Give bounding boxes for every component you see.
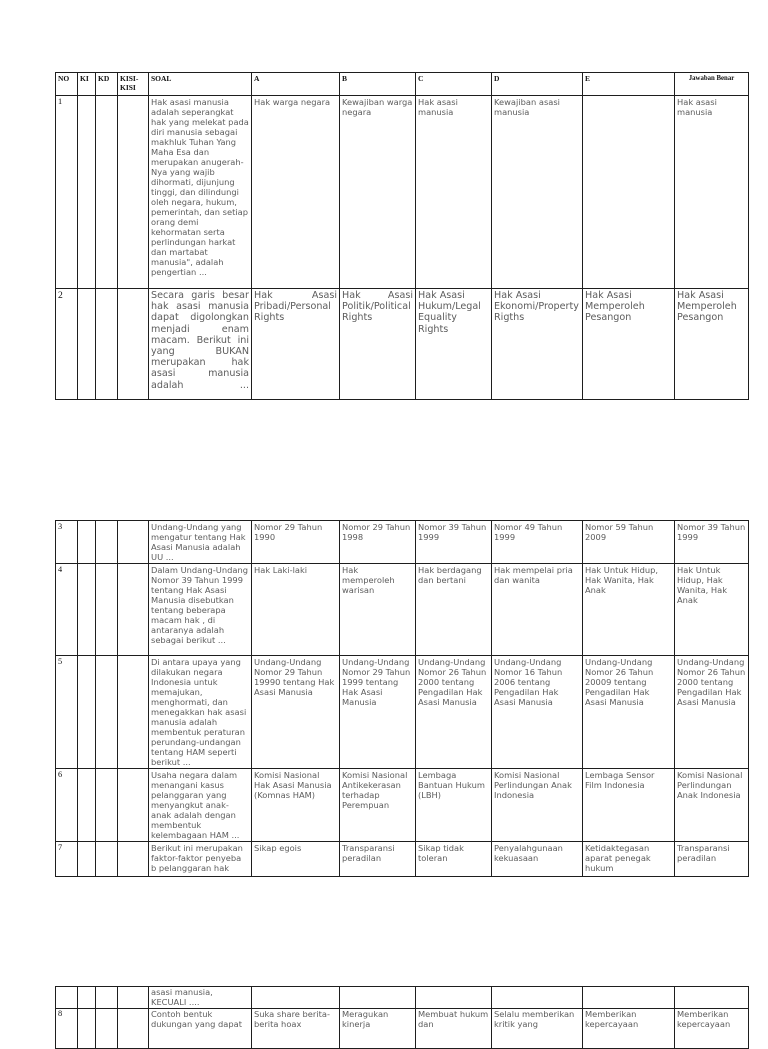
option-b: Meragukan kinerja bbox=[340, 1009, 416, 1049]
correct-answer: Komisi Nasional Perlindungan Anak Indonesia bbox=[675, 769, 749, 842]
question-number: 6 bbox=[56, 769, 78, 842]
option-c: Lembaga Bantuan Hukum (LBH) bbox=[416, 769, 492, 842]
question-number: 3 bbox=[56, 521, 78, 564]
kisi-cell bbox=[118, 289, 149, 400]
question-row-8 bbox=[56, 1009, 749, 1049]
option-e: Memberikan kepercayaan bbox=[583, 1009, 675, 1049]
header-option-d: D bbox=[492, 73, 583, 96]
ki-cell bbox=[78, 1009, 96, 1049]
option-c: Hak Asasi Hukum/Legal Equality Rights bbox=[416, 289, 492, 400]
ki-cell bbox=[78, 842, 96, 877]
question-text: Undang-Undang yang mengatur tentang Hak Asasi Manusia adalah UU ... bbox=[149, 521, 252, 564]
option-d: Undang-Undang Nomor 16 Tahun 2006 tentang Pengadilan Hak Asasi Manusia bbox=[492, 656, 583, 769]
ki-cell bbox=[78, 987, 96, 1009]
option-c: Hak asasi manusia bbox=[416, 96, 492, 289]
option-d: Komisi Nasional Perlindungan Anak Indonesia bbox=[492, 769, 583, 842]
question-text: Dalam Undang-Undang Nomor 39 Tahun 1999 tentang Hak Asasi Manusia disebutkan tentang beberapa macam hak , di antaranya adalah sebagai berikut ... bbox=[149, 564, 252, 656]
ki-cell bbox=[78, 521, 96, 564]
question-row-6 bbox=[56, 769, 749, 842]
ki-cell bbox=[78, 656, 96, 769]
correct-answer bbox=[675, 987, 749, 1009]
correct-answer: Undang-Undang Nomor 26 Tahun 2000 tentang Pengadilan Hak Asasi Manusia bbox=[675, 656, 749, 769]
option-a: Hak Asasi Pribadi/Personal Rights bbox=[252, 289, 340, 400]
option-e: Ketidaktegasan aparat penegak hukum bbox=[583, 842, 675, 877]
kd-cell bbox=[96, 987, 118, 1009]
kisi-cell bbox=[118, 1009, 149, 1049]
question-number: 5 bbox=[56, 656, 78, 769]
question-row-2 bbox=[56, 289, 749, 400]
question-text: Usaha negara dalam menangani kasus pelanggaran yang menyangkut anak-anak adalah dengan membentuk kelembagaan HAM ... bbox=[149, 769, 252, 842]
header-ki: KI bbox=[78, 73, 96, 96]
option-d: Hak mempelai pria dan wanita bbox=[492, 564, 583, 656]
option-c: Nomor 39 Tahun 1999 bbox=[416, 521, 492, 564]
question-text: Berikut ini merupakan faktor-faktor penyeba b pelanggaran hak bbox=[149, 842, 252, 877]
kd-cell bbox=[96, 564, 118, 656]
question-row-7 bbox=[56, 842, 749, 877]
option-c: Hak berdagang dan bertani bbox=[416, 564, 492, 656]
question-number bbox=[56, 987, 78, 1009]
option-b: Komisi Nasional Antikekerasan terhadap Perempuan bbox=[340, 769, 416, 842]
header-option-a: A bbox=[252, 73, 340, 96]
option-e bbox=[583, 987, 675, 1009]
option-a: Nomor 29 Tahun 1990 bbox=[252, 521, 340, 564]
ki-cell bbox=[78, 564, 96, 656]
option-c: Undang-Undang Nomor 26 Tahun 2000 tentang Pengadilan Hak Asasi Manusia bbox=[416, 656, 492, 769]
option-a bbox=[252, 987, 340, 1009]
kisi-cell bbox=[118, 842, 149, 877]
option-b: Hak Asasi Politik/Political Rights bbox=[340, 289, 416, 400]
questions-table-2 bbox=[55, 520, 749, 877]
question-number: 7 bbox=[56, 842, 78, 877]
question-text: Secara garis besar hak asasi manusia dapat digolongkan menjadi enam macam. Berikut ini yang BUKAN merupakan hak asasi manusia adalah ... bbox=[149, 289, 252, 400]
question-row-3 bbox=[56, 521, 749, 564]
ki-cell bbox=[78, 96, 96, 289]
question-text: Hak asasi manusia adalah seperangkat hak yang melekat pada diri manusia sebagai makhluk Tuhan Yang Maha Esa dan merupakan anugerah-Nya yang wajib dihormati, dijunjung tinggi, dan dilindungi oleh negara, hukum, pemerintah, dan setiap orang demi kehormatan serta perlindungan harkat dan martabat manusia", adalah pengertian ... bbox=[149, 96, 252, 289]
kd-cell bbox=[96, 1009, 118, 1049]
option-a: Undang-Undang Nomor 29 Tahun 19990 tentang Hak Asasi Manusia bbox=[252, 656, 340, 769]
question-number: 4 bbox=[56, 564, 78, 656]
question-number: 1 bbox=[56, 96, 78, 289]
option-e: Hak Asasi Memperoleh Pesangon bbox=[583, 289, 675, 400]
question-text: Contoh bentuk dukungan yang dapat bbox=[149, 1009, 252, 1049]
option-a: Hak Laki-laki bbox=[252, 564, 340, 656]
header-option-e: E bbox=[583, 73, 675, 96]
option-a: Sikap egois bbox=[252, 842, 340, 877]
kd-cell bbox=[96, 769, 118, 842]
question-text: Di antara upaya yang dilakukan negara Indonesia untuk memajukan, menghormati, dan menegakkan hak asasi manusia adalah membentuk peraturan perundang-undangan tentang HAM seperti berikut ... bbox=[149, 656, 252, 769]
option-e: Nomor 59 Tahun 2009 bbox=[583, 521, 675, 564]
header-kd: KD bbox=[96, 73, 118, 96]
option-d bbox=[492, 987, 583, 1009]
option-c bbox=[416, 987, 492, 1009]
question-row-5 bbox=[56, 656, 749, 769]
correct-answer: Hak Untuk Hidup, Hak Wanita, Hak Anak bbox=[675, 564, 749, 656]
option-b: Kewajiban warga negara bbox=[340, 96, 416, 289]
correct-answer: Nomor 39 Tahun 1999 bbox=[675, 521, 749, 564]
kisi-cell bbox=[118, 987, 149, 1009]
header-option-b: B bbox=[340, 73, 416, 96]
kisi-cell bbox=[118, 521, 149, 564]
correct-answer: Memberikan kepercayaan bbox=[675, 1009, 749, 1049]
option-d: Hak Asasi Ekonomi/Property Rigths bbox=[492, 289, 583, 400]
option-a: Komisi Nasional Hak Asasi Manusia (Komnas HAM) bbox=[252, 769, 340, 842]
ki-cell bbox=[78, 769, 96, 842]
kisi-cell bbox=[118, 769, 149, 842]
kd-cell bbox=[96, 521, 118, 564]
questions-table-3 bbox=[55, 986, 749, 1049]
option-c: Membuat hukum dan bbox=[416, 1009, 492, 1049]
option-b bbox=[340, 987, 416, 1009]
option-e bbox=[583, 96, 675, 289]
kd-cell bbox=[96, 842, 118, 877]
kd-cell bbox=[96, 289, 118, 400]
kisi-cell bbox=[118, 564, 149, 656]
header-no: NO bbox=[56, 73, 78, 96]
header-row bbox=[56, 73, 749, 96]
kisi-cell bbox=[118, 96, 149, 289]
question-row-1 bbox=[56, 96, 749, 289]
question-text: asasi manusia, KECUALI .... bbox=[149, 987, 252, 1009]
questions-table-1 bbox=[55, 72, 749, 400]
option-a: Hak warga negara bbox=[252, 96, 340, 289]
correct-answer: Hak Asasi Memperoleh Pesangon bbox=[675, 289, 749, 400]
option-d: Nomor 49 Tahun 1999 bbox=[492, 521, 583, 564]
kd-cell bbox=[96, 656, 118, 769]
kd-cell bbox=[96, 96, 118, 289]
option-b: Nomor 29 Tahun 1998 bbox=[340, 521, 416, 564]
option-b: Transparansi peradilan bbox=[340, 842, 416, 877]
option-b: Hak memperoleh warisan bbox=[340, 564, 416, 656]
kisi-cell bbox=[118, 656, 149, 769]
question-number: 2 bbox=[56, 289, 78, 400]
option-d: Selalu memberikan kritik yang bbox=[492, 1009, 583, 1049]
correct-answer: Hak asasi manusia bbox=[675, 96, 749, 289]
option-d: Kewajiban asasi manusia bbox=[492, 96, 583, 289]
question-number: 8 bbox=[56, 1009, 78, 1049]
correct-answer: Transparansi peradilan bbox=[675, 842, 749, 877]
option-e: Undang-Undang Nomor 26 Tahun 20009 tentang Pengadilan Hak Asasi Manusia bbox=[583, 656, 675, 769]
header-soal: SOAL bbox=[149, 73, 252, 96]
question-row-4 bbox=[56, 564, 749, 656]
ki-cell bbox=[78, 289, 96, 400]
header-kisi-kisi: KISI-KISI bbox=[118, 73, 149, 96]
header-jawaban-benar: Jawaban Benar bbox=[675, 73, 749, 96]
question-row-7-continued bbox=[56, 987, 749, 1009]
option-b: Undang-Undang Nomor 29 Tahun 1999 tentang Hak Asasi Manusia bbox=[340, 656, 416, 769]
option-d: Penyalahgunaan kekuasaan bbox=[492, 842, 583, 877]
header-option-c: C bbox=[416, 73, 492, 96]
option-c: Sikap tidak toleran bbox=[416, 842, 492, 877]
option-e: Hak Untuk Hidup, Hak Wanita, Hak Anak bbox=[583, 564, 675, 656]
option-e: Lembaga Sensor Film Indonesia bbox=[583, 769, 675, 842]
option-a: Suka share berita-berita hoax bbox=[252, 1009, 340, 1049]
